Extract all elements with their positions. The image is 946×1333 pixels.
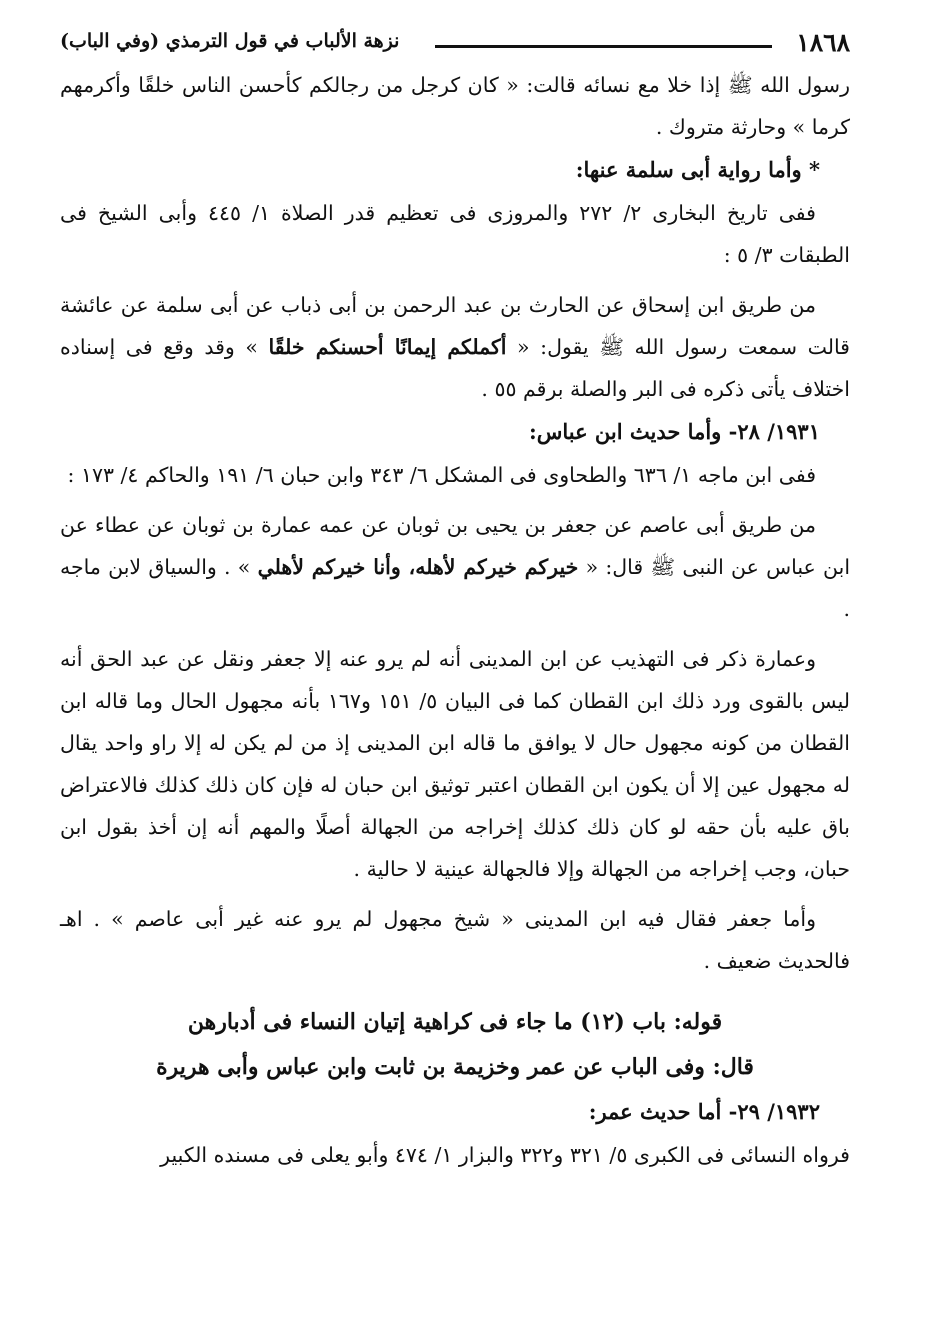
- document-page: [60, 22, 850, 1176]
- running-title: نزهة الألباب في قول الترمذي (وفي الباب): [60, 30, 400, 52]
- hadith-quote-2: خيركم خيركم لأهله، وأنا خيركم لأهلي: [257, 555, 579, 579]
- hadith-quote-1: أكملكم إيمانًا أحسنكم خلقًا: [268, 335, 507, 359]
- page-header: [60, 22, 850, 64]
- paragraph-6: وعمارة ذكر فى التهذيب عن ابن المدينى أنه لم يرو عنه إلا جعفر ونقل عن عبد الحق أنه ليس بالقوى ورد ذلك ابن القطان كما فى البيان ٥/ ١٥١ و١٦٧ بأنه مجهول الحال وما قاله ابن القطان من كونه مجهول حال لا يوافق ما قاله ابن المدينى إذ من لم يكن له إلا راو واحد يقال له مجهول عين إلا أن يكون ابن القطان اعتبر توثيق ابن حبان له فإن كان ذلك كذلك فالاعتراض باق عليه بأن حقه لو كان ذلك كذلك إخراجه من الجهالة أصلًا والمهم أنه إن أخذ بقول ابن حبان، وجب إخراجه من الجهالة وإلا فالجهالة عينية لا حالية .: [60, 647, 850, 881]
- page-number: ١٨٦٨: [796, 28, 850, 57]
- paragraph-5-text-a: من طريق أبى عاصم عن جعفر بن يحيى بن ثوبان عن عمه عمارة بن ثوبان عن عطاء عن ابن عباس عن النبى ﷺ قال: «: [60, 513, 851, 579]
- paragraph-1: رسول الله ﷺ إذا خلا مع نسائه قالت: « كان كرجل من رجالكم كأحسن الناس خلقًا وأكرمهم كرما » وحارثة متروك .: [60, 73, 850, 139]
- section-subtitle: قال: وفى الباب عن عمر وخزيمة بن ثابت وابن عباس وأبى هريرة: [156, 1054, 754, 1080]
- heading-1931: ١٩٣١/ ٢٨- وأما حديث ابن عباس:: [528, 419, 820, 444]
- paragraph-5-text-b: » . والسياق لابن ماجه .: [60, 555, 850, 621]
- heading-1932: ١٩٣٢/ ٢٩- أما حديث عمر:: [588, 1099, 820, 1124]
- paragraph-8: فرواه النسائى فى الكبرى ٥/ ٣٢١ و٣٢٢ والبزار ١/ ٤٧٤ وأبو يعلى فى مسنده الكبير: [160, 1143, 850, 1167]
- paragraph-2: ففى تاريخ البخارى ٢/ ٢٧٢ والمروزى فى تعظيم قدر الصلاة ١/ ٤٤٥ وأبى الشيخ فى الطبقات ٣/ ٥ :: [60, 201, 850, 267]
- paragraph-3-text-a: من طريق ابن إسحاق عن الحارث بن عبد الرحمن بن أبى ذباب عن أبى سلمة عن عائشة قالت سمعت رسول الله ﷺ يقول: «: [60, 293, 850, 359]
- section-block: [60, 1000, 850, 1090]
- paragraph-3: [60, 284, 850, 410]
- paragraph-7: وأما جعفر فقال فيه ابن المدينى « شيخ مجهول لم يرو عنه غير أبى عاصم » . اهـ فالحديث ضعيف .: [60, 907, 850, 973]
- header-rule: [435, 45, 772, 48]
- paragraph-3-text-b: » وقد وقع فى إسناده اختلاف يأتى ذكره فى البر والصلة برقم ٥٥ .: [60, 335, 850, 401]
- heading-abi-salama: * وأما رواية أبى سلمة عنها:: [575, 157, 820, 182]
- paragraph-5: [60, 504, 850, 630]
- section-title: قوله: باب (١٢) ما جاء فى كراهية إتيان النساء فى أدبارهن: [187, 1009, 723, 1035]
- paragraph-4: ففى ابن ماجه ١/ ٦٣٦ والطحاوى فى المشكل ٦/ ٣٤٣ وابن حبان ٦/ ١٩١ والحاكم ٤/ ١٧٣ :: [67, 463, 816, 487]
